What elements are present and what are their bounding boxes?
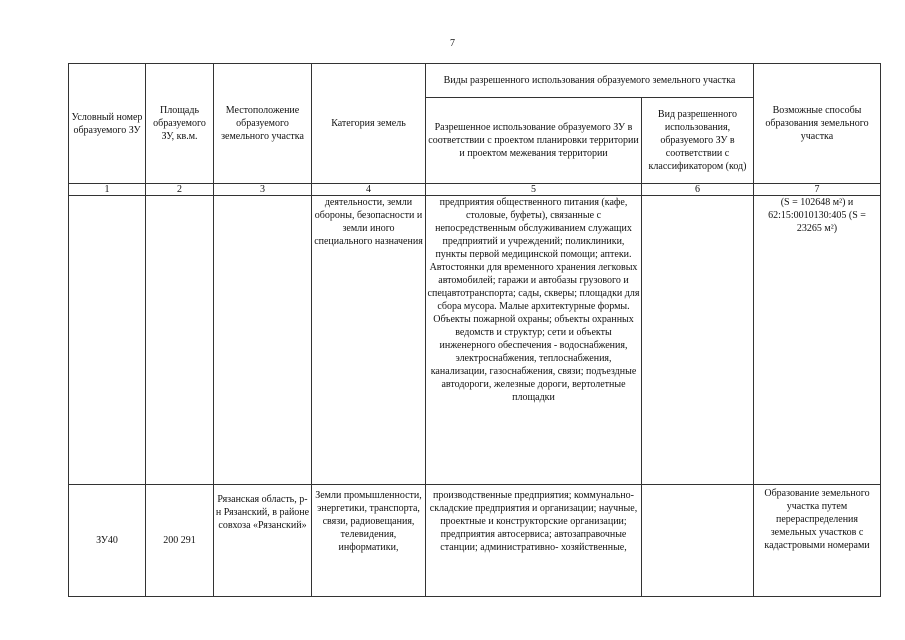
header-permitted-use-group: Виды разрешенного использования образуемого земельного участка bbox=[426, 64, 754, 98]
column-number-5: 5 bbox=[426, 184, 642, 196]
header-location: Местоположение образуемого земельного участка bbox=[214, 64, 312, 184]
column-number-3: 3 bbox=[214, 184, 312, 196]
table-row bbox=[69, 485, 881, 597]
row1-location bbox=[214, 196, 312, 485]
header-permitted-use-project: Разрешенное использование образуемого ЗУ в соответствии с проектом планировки территории и проектом межевания территории bbox=[426, 98, 642, 184]
row1-permitted-use: предприятия общественного питания (кафе, столовые, буфеты), связанные с непосредственным обслуживанием служащих предприятий и учреждений; поликлиники, пункты первой медицинской помощи; аптеки. Автостоянки для временного хранения легковых автомобилей; гаражи и автобазы грузового и спецавтотранспорта; сады, скверы; площадки для сбора мусора. Малые архитектурные формы. Объекты пожарной охраны; объекты охранных ведомств и структур; сети и объекты инженерного обеспечения - водоснабжения, электроснабжения, теплоснабжения, канализации, газоснабжения, связи; подъездные автодороги, железные дороги, вертолетные площадки bbox=[426, 196, 642, 485]
column-number-2: 2 bbox=[146, 184, 214, 196]
header-land-category: Категория земель bbox=[312, 64, 426, 184]
column-number-6: 6 bbox=[642, 184, 754, 196]
header-plot-number: Условный номер образуемого ЗУ bbox=[69, 64, 146, 184]
column-number-7: 7 bbox=[754, 184, 881, 196]
header-permitted-use-code: Вид разрешенного использования, образуемого ЗУ в соответствии с классификатором (код) bbox=[642, 98, 754, 184]
row1-use-code bbox=[642, 196, 754, 485]
row2-plot-number: ЗУ40 bbox=[69, 485, 146, 597]
column-number-1: 1 bbox=[69, 184, 146, 196]
row1-plot-number bbox=[69, 196, 146, 485]
column-number-4: 4 bbox=[312, 184, 426, 196]
page-number: 7 bbox=[450, 38, 455, 49]
row2-area: 200 291 bbox=[146, 485, 214, 597]
row2-location: Рязанская область, р-н Рязанский, в районе совхоза «Рязанский» bbox=[214, 485, 312, 597]
header-formation-methods: Возможные способы образования земельного участка bbox=[754, 64, 881, 184]
row1-land-category: деятельности, земли обороны, безопасности и земли иного специального назначения bbox=[312, 196, 426, 485]
land-plot-table bbox=[68, 63, 881, 597]
header-area: Площадь образуемого ЗУ, кв.м. bbox=[146, 64, 214, 184]
row1-formation-method: (S = 102648 м²) и 62:15:0010130:405 (S = 23265 м²) bbox=[754, 196, 881, 485]
row1-area bbox=[146, 196, 214, 485]
row2-permitted-use: производственные предприятия; коммунально-складские предприятия и организации; научные, проектные и конструкторские организации; предприятия автосервиса; автозаправочные станции; административно- хозяйственные, bbox=[426, 485, 642, 597]
row2-formation-method: Образование земельного участка путем перераспределения земельных участков с кадастровыми номерами bbox=[754, 485, 881, 597]
row2-land-category: Земли промышленности, энергетики, транспорта, связи, радиовещания, телевидения, информатики, bbox=[312, 485, 426, 597]
row2-use-code bbox=[642, 485, 754, 597]
table-row bbox=[69, 196, 881, 485]
